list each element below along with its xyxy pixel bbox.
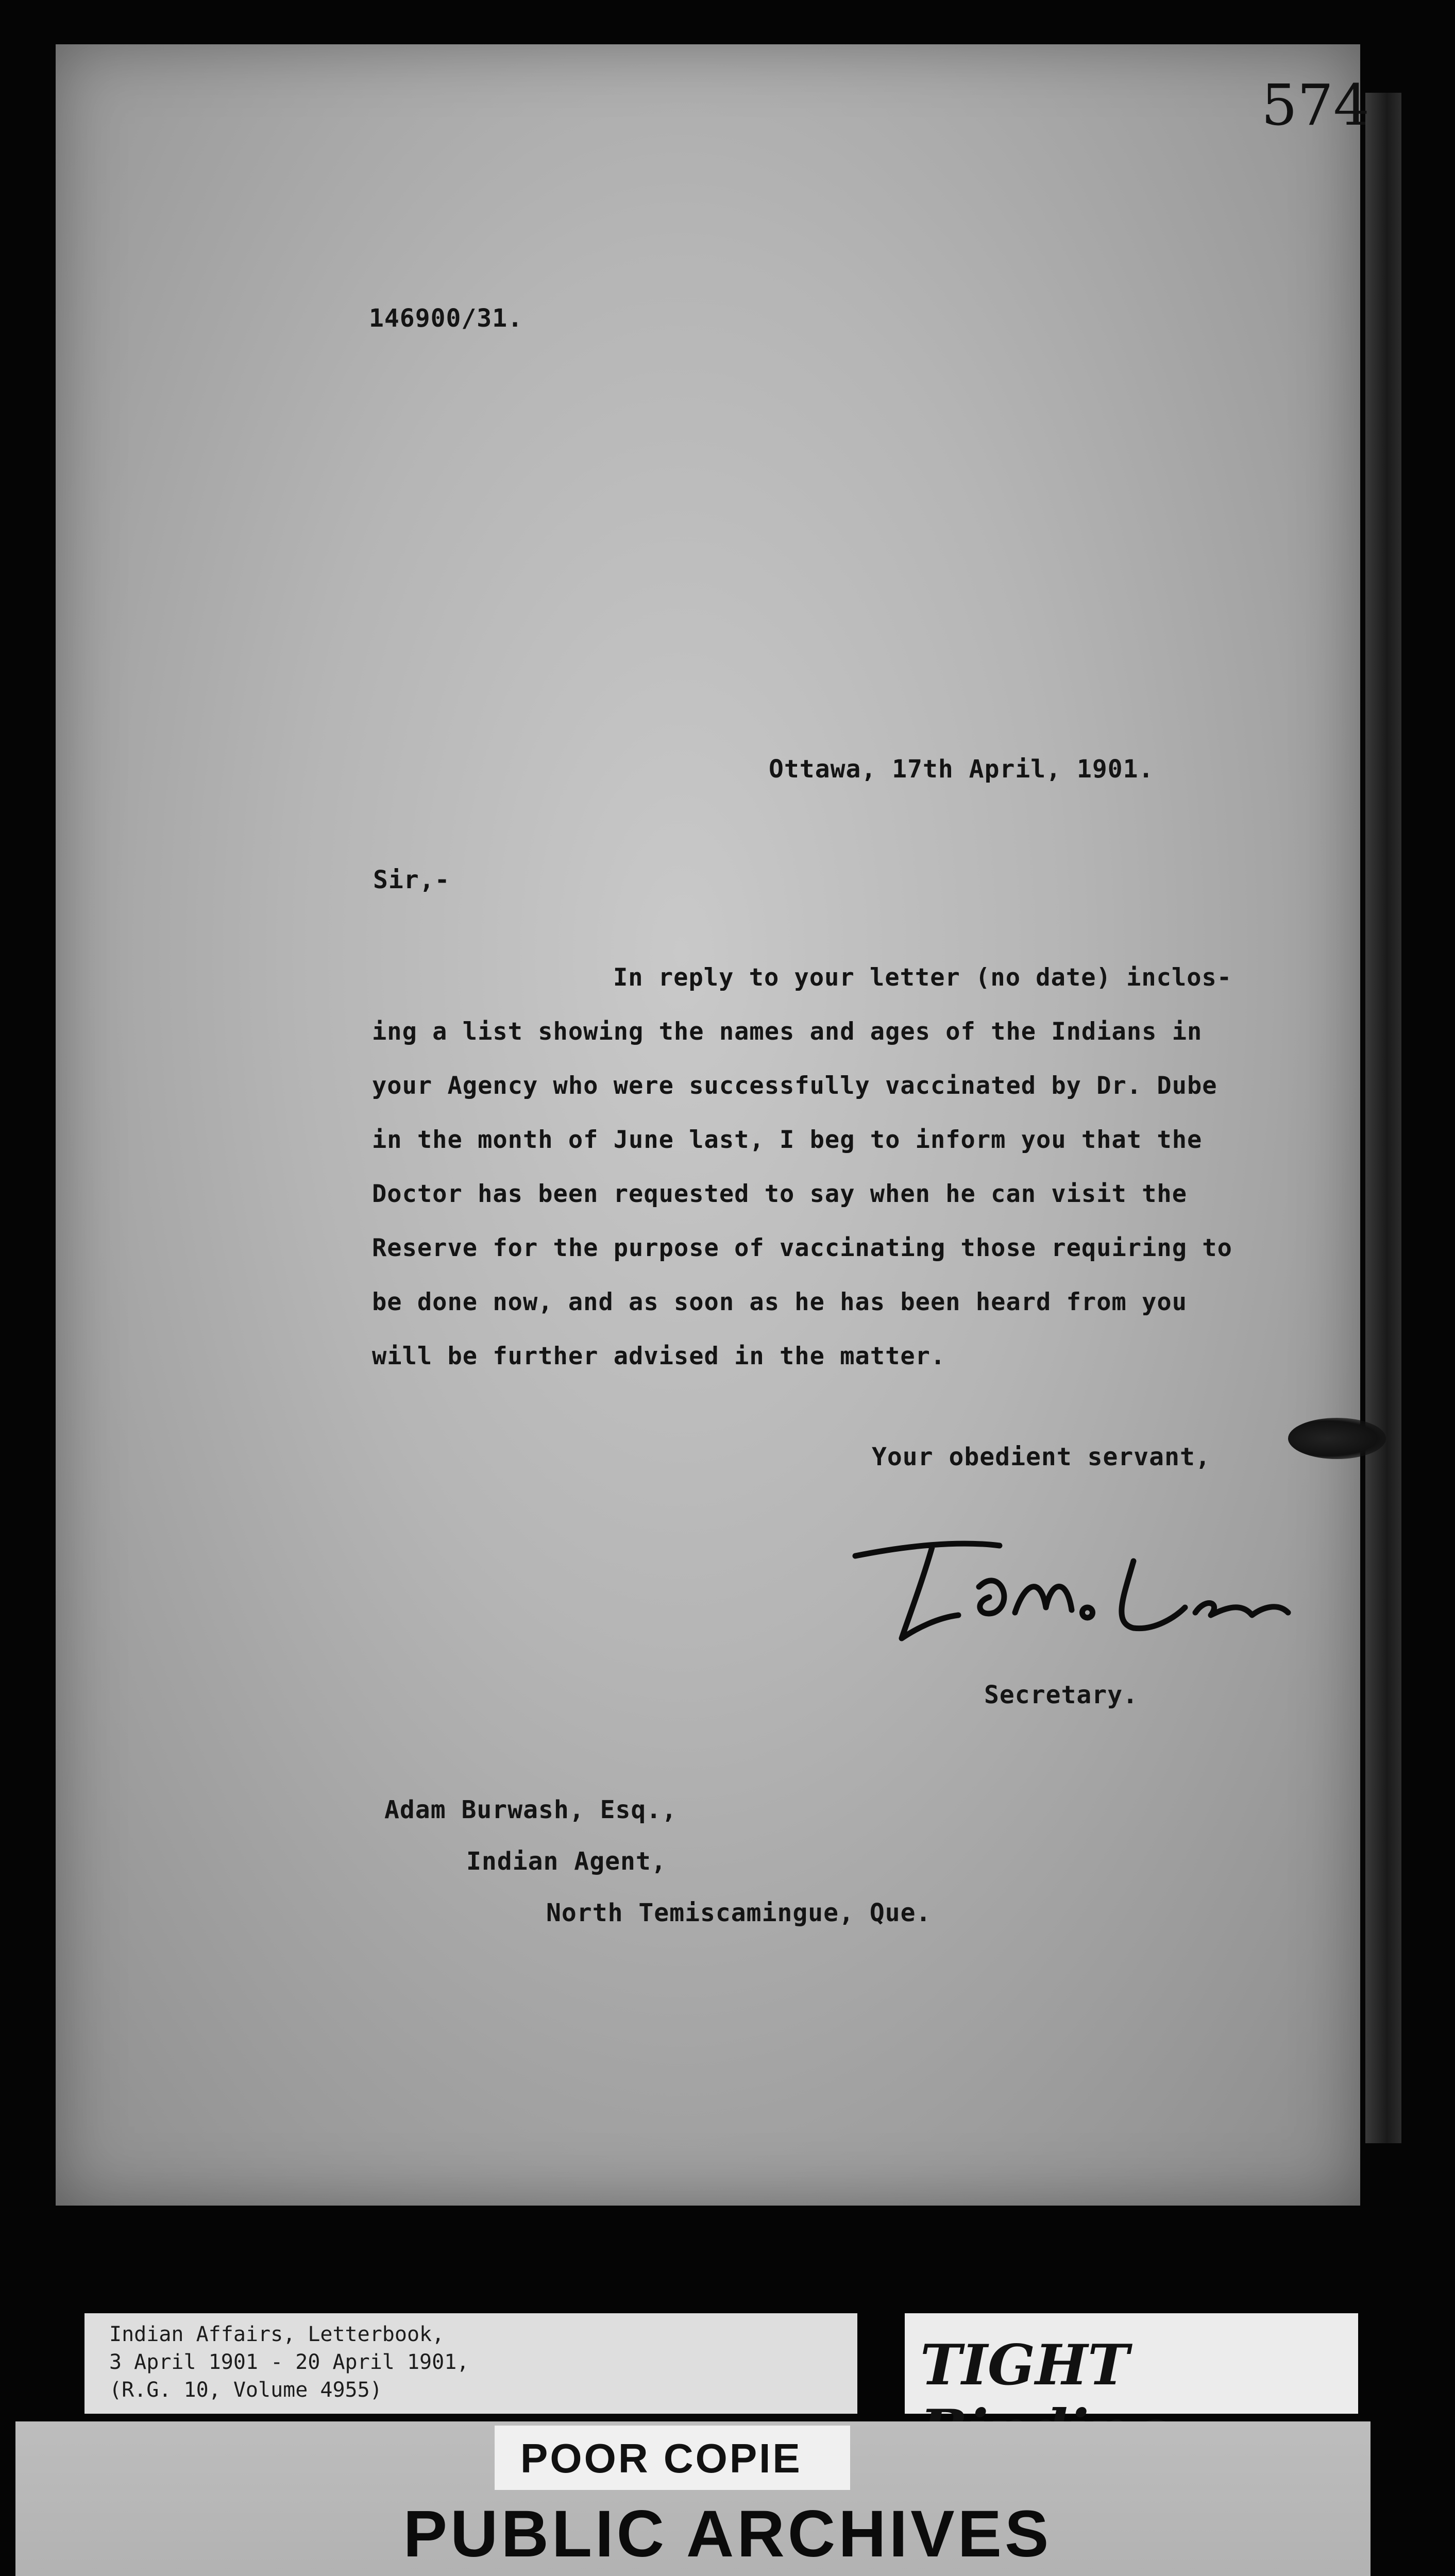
signer-title: Secretary. (984, 1681, 1138, 1709)
addressee-location: North Temiscamingue, Que. (546, 1899, 932, 1927)
binding-note: TIGHT (920, 2333, 1129, 2398)
archive-label-line: 3 April 1901 - 20 April 1901, (109, 2350, 469, 2374)
body-line: In reply to your letter (no date) inclos- (613, 963, 1232, 992)
body-line: be done now, and as soon as he has been heard from you (372, 1288, 1188, 1316)
copy-quality-text: POOR COPIE (520, 2435, 802, 2481)
signature (845, 1525, 1298, 1659)
binding-label (905, 2313, 1358, 2414)
stamp-line-english: PUBLIC ARCHIVES (403, 2497, 1052, 2571)
copy-quality-note (495, 2426, 850, 2490)
body-line: Reserve for the purpose of vaccinating those requiring to (372, 1234, 1232, 1262)
archive-label (84, 2313, 857, 2414)
letter-page (56, 44, 1360, 2206)
page-clip (1288, 1418, 1386, 1459)
body-line: your Agency who were successfully vaccinated by Dr. Dube (372, 1072, 1217, 1100)
closing: Your obedient servant, (872, 1443, 1211, 1471)
archive-label-line: Indian Affairs, Letterbook, (109, 2323, 445, 2346)
binding-edge (1365, 93, 1401, 2143)
body-line: Doctor has been requested to say when he can visit the (372, 1180, 1188, 1208)
file-reference: 146900/31. (369, 304, 523, 333)
page-number: 574 (1261, 72, 1369, 138)
body-line: will be further advised in the matter. (372, 1342, 946, 1370)
body-line: ing a list showing the names and ages of the Indians in (372, 1018, 1203, 1046)
addressee-name: Adam Burwash, Esq., (384, 1795, 678, 1824)
body-line: in the month of June last, I beg to inform you that the (372, 1126, 1203, 1154)
addressee-title: Indian Agent, (466, 1847, 667, 1876)
salutation: Sir,- (373, 866, 450, 894)
archive-label-line: (R.G. 10, Volume 4955) (109, 2378, 382, 2402)
dateline: Ottawa, 17th April, 1901. (769, 755, 1154, 784)
